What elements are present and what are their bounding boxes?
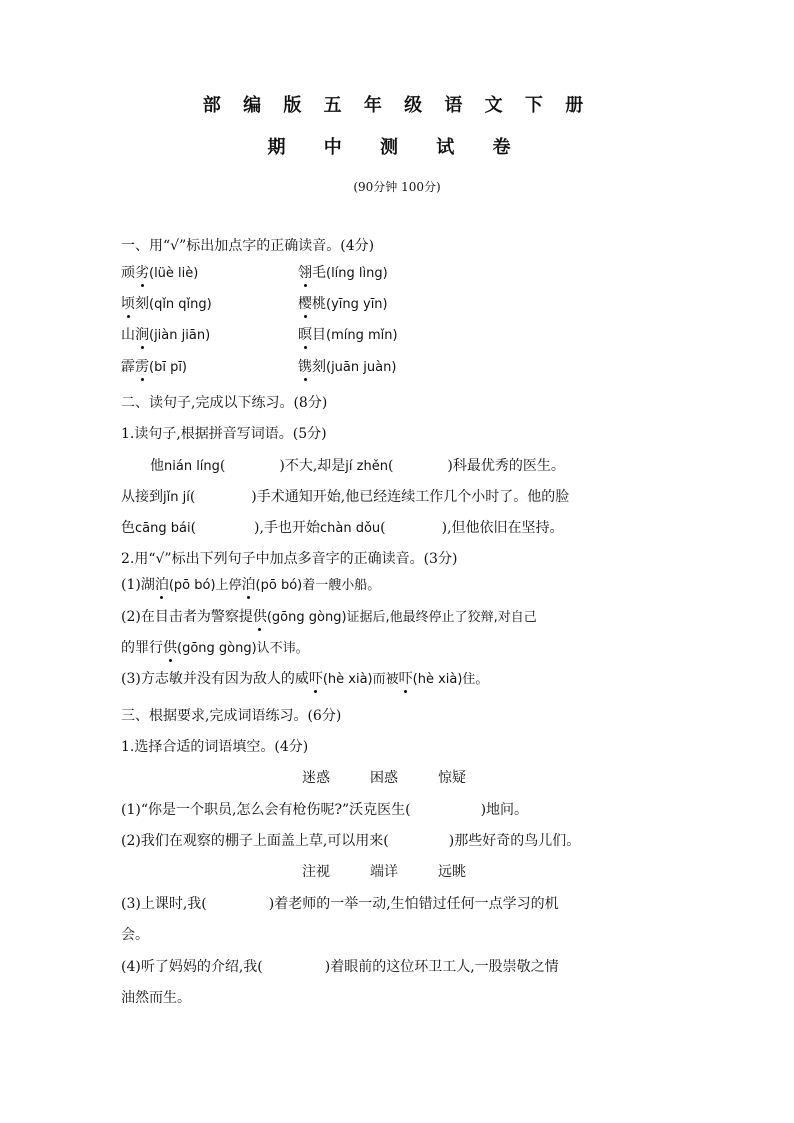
- sentence-line: (1)湖泊(pō bó)上停泊(pō bó)着一艘小船。: [121, 574, 380, 594]
- question-heading: 2.用“√”标出下列句子中加点多音字的正确读音。(3分): [121, 551, 458, 567]
- sentence-line: (2)在目击者为警察提供(gōng gòng)证据后,他最终停止了狡辩,对自己: [121, 606, 537, 626]
- pinyin-item: 山涧(jiàn jiān): [121, 324, 210, 344]
- sentence-line: 他nián líng( )不大,却是jí zhěn( )科最优秀的医生。: [150, 458, 565, 474]
- sentence-line: 色cāng bái( ),手也开始chàn dǒu( ),但他依旧在坚持。: [121, 520, 564, 536]
- sentence-line: (1)“你是一个职员,怎么会有枪伤呢?”沃克医生( )地问。: [121, 802, 529, 818]
- sentence-line: 会。: [121, 927, 149, 943]
- word-choice: 注视: [302, 864, 330, 880]
- page-title: 部 编 版 五 年 级 语 文 下 册: [202, 95, 592, 116]
- pinyin-item: 樱桃(yīng yīn): [298, 293, 388, 313]
- sentence-line: 的罪行供(gōng gòng)认不讳。: [121, 637, 309, 657]
- pinyin-item: 翎毛(líng lìng): [298, 262, 388, 282]
- pinyin-item: 霹雳(bī pī): [121, 356, 187, 376]
- sentence-line: (2)我们在观察的棚子上面盖上草,可以用来( )那些好奇的鸟儿们。: [121, 833, 581, 849]
- word-choices: [302, 861, 506, 881]
- section1-heading: 一、用“√”标出加点字的正确读音。(4分): [121, 238, 375, 254]
- section2-heading: 二、读句子,完成以下练习。(8分): [121, 395, 328, 411]
- pinyin-item: 暝目(míng mǐn): [298, 324, 398, 344]
- word-choices: [302, 767, 506, 787]
- sentence-line: (3)上课时,我( )着老师的一举一动,生怕错过任何一点学习的机: [121, 896, 559, 912]
- sentence-line: (3)方志敏并没有因为敌人的威吓(hè xià)而被吓(hè xià)住。: [121, 668, 488, 688]
- word-choice: 远眺: [438, 864, 466, 880]
- word-choice: 迷惑: [302, 770, 330, 786]
- word-choice: 惊疑: [438, 770, 466, 786]
- sentence-line: 从接到jǐn jí( )手术通知开始,他已经连续工作几个小时了。他的脸: [121, 489, 570, 505]
- sentence-line: 油然而生。: [121, 990, 191, 1006]
- word-choice: 端详: [370, 864, 398, 880]
- pinyin-item: 顽劣(lüè liè): [121, 262, 198, 282]
- word-choice: 困惑: [370, 770, 398, 786]
- pinyin-item: 顷刻(qǐn qǐng): [121, 293, 212, 313]
- exam-meta: (90分钟 100分): [353, 180, 441, 194]
- section3-heading: 三、根据要求,完成词语练习。(6分): [121, 708, 342, 724]
- question-heading: 1.读句子,根据拼音写词语。(5分): [121, 426, 327, 442]
- page-subtitle: 期 中 测 试 卷: [267, 137, 527, 158]
- question-heading: 1.选择合适的词语填空。(4分): [121, 739, 309, 755]
- sentence-line: (4)听了妈妈的介绍,我( )着眼前的这位环卫工人,一股崇敬之情: [121, 959, 559, 975]
- pinyin-item: 镌刻(juān juàn): [298, 356, 396, 376]
